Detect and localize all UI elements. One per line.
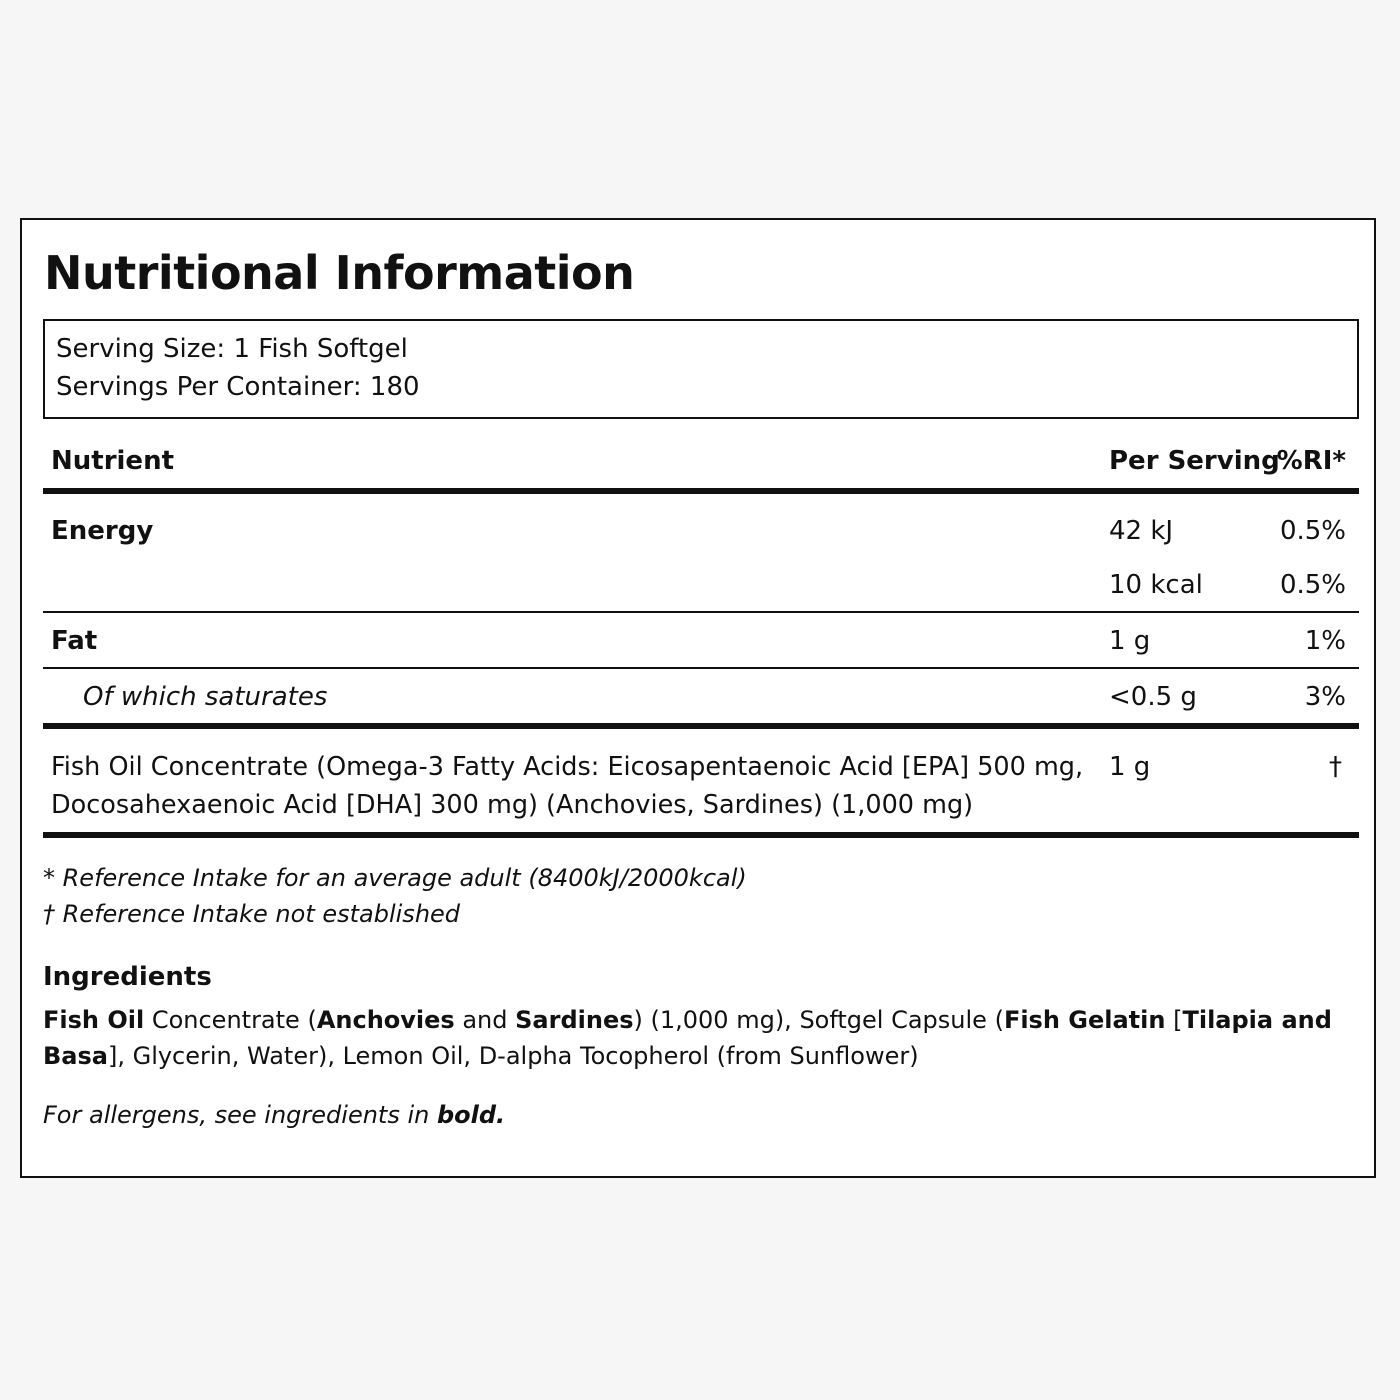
ingredient-text: and — [454, 1006, 516, 1034]
header-per-serving: Per Serving — [1109, 446, 1280, 476]
header-nutrient: Nutrient — [51, 446, 175, 476]
header-ri: %RI* — [1276, 446, 1346, 476]
saturates-label: Of which saturates — [83, 682, 328, 712]
serving-info-box — [43, 319, 1359, 419]
allergen-note-text: For allergens, see ingredients in — [43, 1101, 437, 1129]
energy-kj-ri: 0.5% — [1279, 516, 1346, 546]
allergen-sardines: Sardines — [515, 1006, 634, 1034]
saturates-amount: <0.5 g — [1109, 682, 1197, 712]
allergen-note-bold: bold. — [436, 1101, 506, 1129]
fat-ri: 1% — [1304, 626, 1346, 656]
fish-oil-line-1: Fish Oil Concentrate (Omega-3 Fatty Acids: Eicosapentaenoic Acid [EPA] 500 mg, — [51, 752, 1084, 782]
allergen-note — [43, 1101, 505, 1129]
serving-size: Serving Size: 1 Fish Softgel — [56, 334, 408, 364]
fat-label: Fat — [51, 626, 98, 656]
energy-kj: 42 kJ — [1109, 516, 1174, 546]
ingredient-text: ) (1,000 mg), Softgel Capsule ( — [633, 1006, 1004, 1034]
footnote-ri: * Reference Intake for an average adult (8400kJ/2000kcal) — [43, 864, 747, 892]
fish-oil-amount: 1 g — [1109, 752, 1151, 782]
energy-kcal-ri: 0.5% — [1279, 570, 1346, 600]
fish-oil-line-2: Docosahexaenoic Acid [DHA] 300 mg) (Anchovies, Sardines) (1,000 mg) — [51, 790, 974, 820]
table-bottom-divider — [43, 832, 1359, 838]
header-divider — [43, 488, 1359, 494]
ingredient-text: ], Glycerin, Water), Lemon Oil, D-alpha Tocopherol (from Sunflower) — [107, 1042, 919, 1070]
servings-per-container: Servings Per Container: 180 — [56, 372, 420, 402]
row-divider — [43, 611, 1359, 613]
ingredients-text — [43, 1002, 1343, 1074]
energy-label: Energy — [51, 516, 154, 546]
ingredient-text: [ — [1165, 1006, 1183, 1034]
fish-oil-ri: † — [1329, 752, 1342, 782]
page-title: Nutritional Information — [44, 246, 635, 300]
allergen-anchovies: Anchovies — [316, 1006, 455, 1034]
ingredients-heading: Ingredients — [43, 962, 212, 992]
row-divider — [43, 667, 1359, 669]
section-divider — [43, 723, 1359, 729]
ingredient-text: Concentrate ( — [144, 1006, 317, 1034]
allergen-fish-gelatin: Fish Gelatin — [1003, 1006, 1166, 1034]
saturates-ri: 3% — [1304, 682, 1346, 712]
fat-amount: 1 g — [1109, 626, 1151, 656]
energy-kcal: 10 kcal — [1109, 570, 1203, 600]
allergen-fish-oil: Fish Oil — [43, 1006, 145, 1034]
nutrition-panel — [20, 218, 1376, 1178]
allergen-tilapia-basa: Tilapia and Basa — [43, 1006, 1332, 1070]
footnote-not-established: † Reference Intake not established — [43, 900, 461, 928]
